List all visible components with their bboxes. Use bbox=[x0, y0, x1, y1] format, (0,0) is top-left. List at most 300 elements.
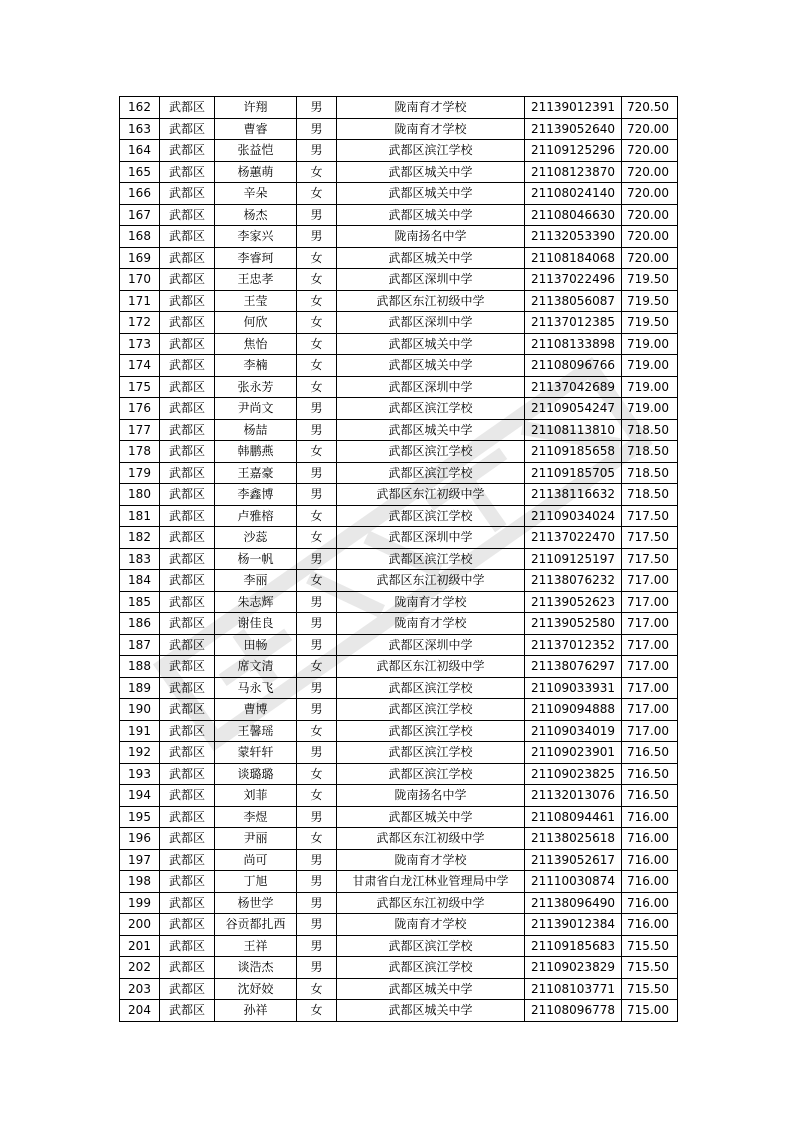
table-body bbox=[120, 97, 678, 1022]
table-row bbox=[120, 763, 678, 785]
rank-cell: 192 bbox=[120, 742, 160, 764]
score-cell: 720.50 bbox=[622, 97, 678, 119]
rank-cell: 198 bbox=[120, 871, 160, 893]
table-row bbox=[120, 591, 678, 613]
score-cell: 715.50 bbox=[622, 935, 678, 957]
name-cell: 杨一帆 bbox=[215, 548, 297, 570]
name-cell: 丁旭 bbox=[215, 871, 297, 893]
rank-cell: 189 bbox=[120, 677, 160, 699]
district-cell: 武都区 bbox=[160, 226, 215, 248]
rank-cell: 180 bbox=[120, 484, 160, 506]
table-row bbox=[120, 355, 678, 377]
gender-cell: 女 bbox=[297, 333, 337, 355]
school-cell: 武都区城关中学 bbox=[337, 806, 525, 828]
school-cell: 陇南育才学校 bbox=[337, 914, 525, 936]
score-cell: 716.00 bbox=[622, 828, 678, 850]
school-cell: 武都区滨江学校 bbox=[337, 548, 525, 570]
exam-id-cell: 21108024140 bbox=[525, 183, 622, 205]
rank-cell: 195 bbox=[120, 806, 160, 828]
name-cell: 谈璐璐 bbox=[215, 763, 297, 785]
exam-id-cell: 21139052617 bbox=[525, 849, 622, 871]
district-cell: 武都区 bbox=[160, 398, 215, 420]
exam-id-cell: 21139012384 bbox=[525, 914, 622, 936]
exam-id-cell: 21139052623 bbox=[525, 591, 622, 613]
gender-cell: 女 bbox=[297, 183, 337, 205]
district-cell: 武都区 bbox=[160, 376, 215, 398]
table-row bbox=[120, 914, 678, 936]
exam-id-cell: 21137012385 bbox=[525, 312, 622, 334]
school-cell: 武都区滨江学校 bbox=[337, 140, 525, 162]
district-cell: 武都区 bbox=[160, 699, 215, 721]
table-row bbox=[120, 183, 678, 205]
gender-cell: 女 bbox=[297, 161, 337, 183]
exam-id-cell: 21139052580 bbox=[525, 613, 622, 635]
table-row bbox=[120, 548, 678, 570]
school-cell: 武都区东江初级中学 bbox=[337, 892, 525, 914]
exam-id-cell: 21109034019 bbox=[525, 720, 622, 742]
rank-cell: 175 bbox=[120, 376, 160, 398]
score-cell: 718.50 bbox=[622, 441, 678, 463]
district-cell: 武都区 bbox=[160, 849, 215, 871]
table-row bbox=[120, 613, 678, 635]
table-row bbox=[120, 398, 678, 420]
score-cell: 720.00 bbox=[622, 183, 678, 205]
rank-cell: 178 bbox=[120, 441, 160, 463]
score-cell: 717.00 bbox=[622, 699, 678, 721]
school-cell: 武都区城关中学 bbox=[337, 247, 525, 269]
score-cell: 717.50 bbox=[622, 548, 678, 570]
rank-cell: 196 bbox=[120, 828, 160, 850]
exam-id-cell: 21138025618 bbox=[525, 828, 622, 850]
table-row bbox=[120, 677, 678, 699]
school-cell: 武都区城关中学 bbox=[337, 1000, 525, 1022]
rank-cell: 199 bbox=[120, 892, 160, 914]
exam-id-cell: 21108133898 bbox=[525, 333, 622, 355]
exam-id-cell: 21138116632 bbox=[525, 484, 622, 506]
district-cell: 武都区 bbox=[160, 957, 215, 979]
score-cell: 720.00 bbox=[622, 226, 678, 248]
rank-cell: 179 bbox=[120, 462, 160, 484]
exam-id-cell: 21109094888 bbox=[525, 699, 622, 721]
school-cell: 武都区城关中学 bbox=[337, 204, 525, 226]
table-row bbox=[120, 527, 678, 549]
exam-id-cell: 21132053390 bbox=[525, 226, 622, 248]
district-cell: 武都区 bbox=[160, 247, 215, 269]
school-cell: 武都区东江初级中学 bbox=[337, 570, 525, 592]
name-cell: 张永芳 bbox=[215, 376, 297, 398]
gender-cell: 男 bbox=[297, 613, 337, 635]
school-cell: 武都区深圳中学 bbox=[337, 312, 525, 334]
school-cell: 陇南育才学校 bbox=[337, 849, 525, 871]
score-cell: 719.00 bbox=[622, 333, 678, 355]
score-cell: 716.50 bbox=[622, 785, 678, 807]
exam-id-cell: 21109054247 bbox=[525, 398, 622, 420]
district-cell: 武都区 bbox=[160, 484, 215, 506]
school-cell: 陇南育才学校 bbox=[337, 118, 525, 140]
gender-cell: 男 bbox=[297, 462, 337, 484]
school-cell: 武都区东江初级中学 bbox=[337, 828, 525, 850]
table-row bbox=[120, 97, 678, 119]
score-cell: 716.50 bbox=[622, 742, 678, 764]
gender-cell: 女 bbox=[297, 720, 337, 742]
school-cell: 武都区深圳中学 bbox=[337, 634, 525, 656]
gender-cell: 女 bbox=[297, 376, 337, 398]
name-cell: 刘菲 bbox=[215, 785, 297, 807]
score-cell: 717.00 bbox=[622, 720, 678, 742]
score-cell: 719.00 bbox=[622, 398, 678, 420]
rank-cell: 197 bbox=[120, 849, 160, 871]
name-cell: 焦怡 bbox=[215, 333, 297, 355]
rank-cell: 203 bbox=[120, 978, 160, 1000]
rank-cell: 173 bbox=[120, 333, 160, 355]
score-cell: 718.50 bbox=[622, 484, 678, 506]
score-cell: 719.50 bbox=[622, 269, 678, 291]
rank-cell: 200 bbox=[120, 914, 160, 936]
district-cell: 武都区 bbox=[160, 785, 215, 807]
exam-id-cell: 21137042689 bbox=[525, 376, 622, 398]
district-cell: 武都区 bbox=[160, 548, 215, 570]
table-row bbox=[120, 634, 678, 656]
table-row bbox=[120, 462, 678, 484]
score-cell: 717.50 bbox=[622, 505, 678, 527]
gender-cell: 男 bbox=[297, 398, 337, 420]
district-cell: 武都区 bbox=[160, 505, 215, 527]
district-cell: 武都区 bbox=[160, 1000, 215, 1022]
school-cell: 武都区滨江学校 bbox=[337, 699, 525, 721]
exam-id-cell: 21109023825 bbox=[525, 763, 622, 785]
name-cell: 曹睿 bbox=[215, 118, 297, 140]
district-cell: 武都区 bbox=[160, 677, 215, 699]
school-cell: 武都区滨江学校 bbox=[337, 398, 525, 420]
name-cell: 杨喆 bbox=[215, 419, 297, 441]
name-cell: 李楠 bbox=[215, 355, 297, 377]
table-row bbox=[120, 419, 678, 441]
exam-id-cell: 21109023829 bbox=[525, 957, 622, 979]
school-cell: 武都区城关中学 bbox=[337, 161, 525, 183]
table-row bbox=[120, 570, 678, 592]
gender-cell: 男 bbox=[297, 957, 337, 979]
district-cell: 武都区 bbox=[160, 118, 215, 140]
gender-cell: 男 bbox=[297, 634, 337, 656]
score-cell: 717.00 bbox=[622, 634, 678, 656]
rank-cell: 172 bbox=[120, 312, 160, 334]
table-row bbox=[120, 204, 678, 226]
district-cell: 武都区 bbox=[160, 828, 215, 850]
gender-cell: 女 bbox=[297, 269, 337, 291]
score-cell: 716.50 bbox=[622, 763, 678, 785]
table-row bbox=[120, 161, 678, 183]
table-row bbox=[120, 828, 678, 850]
table-row bbox=[120, 849, 678, 871]
table-row bbox=[120, 376, 678, 398]
school-cell: 陇南育才学校 bbox=[337, 613, 525, 635]
exam-id-cell: 21109125296 bbox=[525, 140, 622, 162]
district-cell: 武都区 bbox=[160, 441, 215, 463]
rank-cell: 201 bbox=[120, 935, 160, 957]
name-cell: 谢佳良 bbox=[215, 613, 297, 635]
district-cell: 武都区 bbox=[160, 161, 215, 183]
table-row bbox=[120, 333, 678, 355]
district-cell: 武都区 bbox=[160, 591, 215, 613]
exam-id-cell: 21138056087 bbox=[525, 290, 622, 312]
exam-id-cell: 21108103771 bbox=[525, 978, 622, 1000]
score-cell: 715.50 bbox=[622, 978, 678, 1000]
exam-id-cell: 21138096490 bbox=[525, 892, 622, 914]
rank-cell: 185 bbox=[120, 591, 160, 613]
district-cell: 武都区 bbox=[160, 613, 215, 635]
table-row bbox=[120, 978, 678, 1000]
district-cell: 武都区 bbox=[160, 978, 215, 1000]
score-cell: 717.00 bbox=[622, 591, 678, 613]
table-row bbox=[120, 699, 678, 721]
gender-cell: 男 bbox=[297, 140, 337, 162]
name-cell: 王馨瑶 bbox=[215, 720, 297, 742]
exam-id-cell: 21109185683 bbox=[525, 935, 622, 957]
rank-cell: 162 bbox=[120, 97, 160, 119]
district-cell: 武都区 bbox=[160, 419, 215, 441]
name-cell: 卢雅榕 bbox=[215, 505, 297, 527]
school-cell: 武都区东江初级中学 bbox=[337, 290, 525, 312]
exam-id-cell: 21108046630 bbox=[525, 204, 622, 226]
district-cell: 武都区 bbox=[160, 914, 215, 936]
gender-cell: 男 bbox=[297, 204, 337, 226]
name-cell: 尹丽 bbox=[215, 828, 297, 850]
rank-cell: 183 bbox=[120, 548, 160, 570]
school-cell: 武都区深圳中学 bbox=[337, 376, 525, 398]
exam-id-cell: 21109034024 bbox=[525, 505, 622, 527]
name-cell: 朱志辉 bbox=[215, 591, 297, 613]
rank-cell: 188 bbox=[120, 656, 160, 678]
school-cell: 武都区滨江学校 bbox=[337, 935, 525, 957]
school-cell: 武都区滨江学校 bbox=[337, 677, 525, 699]
gender-cell: 男 bbox=[297, 548, 337, 570]
school-cell: 武都区城关中学 bbox=[337, 978, 525, 1000]
table-row bbox=[120, 290, 678, 312]
rank-cell: 194 bbox=[120, 785, 160, 807]
district-cell: 武都区 bbox=[160, 140, 215, 162]
district-cell: 武都区 bbox=[160, 634, 215, 656]
score-cell: 717.00 bbox=[622, 613, 678, 635]
gender-cell: 女 bbox=[297, 355, 337, 377]
score-cell: 716.00 bbox=[622, 849, 678, 871]
gender-cell: 男 bbox=[297, 591, 337, 613]
score-cell: 716.00 bbox=[622, 892, 678, 914]
score-cell: 717.00 bbox=[622, 677, 678, 699]
table-row bbox=[120, 441, 678, 463]
exam-id-cell: 21139052640 bbox=[525, 118, 622, 140]
table-row bbox=[120, 118, 678, 140]
name-cell: 王莹 bbox=[215, 290, 297, 312]
rank-cell: 181 bbox=[120, 505, 160, 527]
rank-cell: 193 bbox=[120, 763, 160, 785]
name-cell: 马永飞 bbox=[215, 677, 297, 699]
gender-cell: 女 bbox=[297, 505, 337, 527]
school-cell: 武都区深圳中学 bbox=[337, 527, 525, 549]
rank-cell: 182 bbox=[120, 527, 160, 549]
rank-cell: 186 bbox=[120, 613, 160, 635]
table-row bbox=[120, 785, 678, 807]
gender-cell: 女 bbox=[297, 247, 337, 269]
name-cell: 谷贡都扎西 bbox=[215, 914, 297, 936]
rank-cell: 169 bbox=[120, 247, 160, 269]
name-cell: 李鑫博 bbox=[215, 484, 297, 506]
district-cell: 武都区 bbox=[160, 892, 215, 914]
district-cell: 武都区 bbox=[160, 806, 215, 828]
district-cell: 武都区 bbox=[160, 742, 215, 764]
name-cell: 李家兴 bbox=[215, 226, 297, 248]
district-cell: 武都区 bbox=[160, 570, 215, 592]
score-cell: 717.00 bbox=[622, 656, 678, 678]
rank-cell: 165 bbox=[120, 161, 160, 183]
name-cell: 王忠孝 bbox=[215, 269, 297, 291]
rank-cell: 190 bbox=[120, 699, 160, 721]
name-cell: 席文清 bbox=[215, 656, 297, 678]
table-row bbox=[120, 742, 678, 764]
exam-id-cell: 21109125197 bbox=[525, 548, 622, 570]
name-cell: 尚可 bbox=[215, 849, 297, 871]
school-cell: 武都区城关中学 bbox=[337, 183, 525, 205]
gender-cell: 男 bbox=[297, 699, 337, 721]
rank-cell: 176 bbox=[120, 398, 160, 420]
name-cell: 李丽 bbox=[215, 570, 297, 592]
district-cell: 武都区 bbox=[160, 333, 215, 355]
gender-cell: 女 bbox=[297, 656, 337, 678]
gender-cell: 男 bbox=[297, 914, 337, 936]
score-cell: 715.50 bbox=[622, 957, 678, 979]
exam-id-cell: 21132013076 bbox=[525, 785, 622, 807]
exam-id-cell: 21139012391 bbox=[525, 97, 622, 119]
school-cell: 武都区城关中学 bbox=[337, 333, 525, 355]
name-cell: 尹尚文 bbox=[215, 398, 297, 420]
name-cell: 曹博 bbox=[215, 699, 297, 721]
exam-id-cell: 21137022496 bbox=[525, 269, 622, 291]
name-cell: 李睿珂 bbox=[215, 247, 297, 269]
score-cell: 719.50 bbox=[622, 290, 678, 312]
score-cell: 717.50 bbox=[622, 527, 678, 549]
exam-id-cell: 21138076232 bbox=[525, 570, 622, 592]
school-cell: 武都区城关中学 bbox=[337, 355, 525, 377]
school-cell: 陇南扬名中学 bbox=[337, 226, 525, 248]
rank-cell: 167 bbox=[120, 204, 160, 226]
gender-cell: 女 bbox=[297, 570, 337, 592]
name-cell: 杨杰 bbox=[215, 204, 297, 226]
table-row bbox=[120, 935, 678, 957]
rank-cell: 168 bbox=[120, 226, 160, 248]
name-cell: 何欣 bbox=[215, 312, 297, 334]
district-cell: 武都区 bbox=[160, 183, 215, 205]
school-cell: 武都区滨江学校 bbox=[337, 742, 525, 764]
exam-id-cell: 21108184068 bbox=[525, 247, 622, 269]
name-cell: 沈妤姣 bbox=[215, 978, 297, 1000]
score-cell: 716.00 bbox=[622, 806, 678, 828]
school-cell: 武都区东江初级中学 bbox=[337, 484, 525, 506]
score-table bbox=[119, 96, 678, 1022]
table-row bbox=[120, 140, 678, 162]
school-cell: 甘肃省白龙江林业管理局中学 bbox=[337, 871, 525, 893]
rank-cell: 202 bbox=[120, 957, 160, 979]
rank-cell: 187 bbox=[120, 634, 160, 656]
exam-id-cell: 21109033931 bbox=[525, 677, 622, 699]
district-cell: 武都区 bbox=[160, 871, 215, 893]
gender-cell: 男 bbox=[297, 118, 337, 140]
name-cell: 辛朵 bbox=[215, 183, 297, 205]
score-cell: 720.00 bbox=[622, 118, 678, 140]
school-cell: 武都区滨江学校 bbox=[337, 763, 525, 785]
exam-id-cell: 21108096778 bbox=[525, 1000, 622, 1022]
table-row bbox=[120, 720, 678, 742]
gender-cell: 女 bbox=[297, 1000, 337, 1022]
gender-cell: 女 bbox=[297, 785, 337, 807]
rank-cell: 191 bbox=[120, 720, 160, 742]
table-row bbox=[120, 892, 678, 914]
gender-cell: 女 bbox=[297, 527, 337, 549]
gender-cell: 男 bbox=[297, 806, 337, 828]
name-cell: 杨蕙萌 bbox=[215, 161, 297, 183]
school-cell: 武都区滨江学校 bbox=[337, 505, 525, 527]
exam-id-cell: 21109185658 bbox=[525, 441, 622, 463]
score-cell: 719.00 bbox=[622, 376, 678, 398]
name-cell: 李煜 bbox=[215, 806, 297, 828]
exam-id-cell: 21108113810 bbox=[525, 419, 622, 441]
gender-cell: 男 bbox=[297, 484, 337, 506]
score-cell: 720.00 bbox=[622, 161, 678, 183]
name-cell: 孙祥 bbox=[215, 1000, 297, 1022]
name-cell: 杨世学 bbox=[215, 892, 297, 914]
district-cell: 武都区 bbox=[160, 656, 215, 678]
score-cell: 716.00 bbox=[622, 871, 678, 893]
table-row bbox=[120, 226, 678, 248]
district-cell: 武都区 bbox=[160, 97, 215, 119]
exam-id-cell: 21108123870 bbox=[525, 161, 622, 183]
gender-cell: 女 bbox=[297, 828, 337, 850]
exam-id-cell: 21137012352 bbox=[525, 634, 622, 656]
district-cell: 武都区 bbox=[160, 290, 215, 312]
district-cell: 武都区 bbox=[160, 935, 215, 957]
exam-id-cell: 21108096766 bbox=[525, 355, 622, 377]
district-cell: 武都区 bbox=[160, 720, 215, 742]
gender-cell: 男 bbox=[297, 419, 337, 441]
name-cell: 王嘉豪 bbox=[215, 462, 297, 484]
table-row bbox=[120, 484, 678, 506]
exam-id-cell: 21110030874 bbox=[525, 871, 622, 893]
school-cell: 武都区深圳中学 bbox=[337, 269, 525, 291]
gender-cell: 男 bbox=[297, 677, 337, 699]
name-cell: 谈浩杰 bbox=[215, 957, 297, 979]
school-cell: 武都区城关中学 bbox=[337, 419, 525, 441]
table-row bbox=[120, 871, 678, 893]
name-cell: 韩鹏燕 bbox=[215, 441, 297, 463]
district-cell: 武都区 bbox=[160, 462, 215, 484]
table-row bbox=[120, 806, 678, 828]
school-cell: 陇南育才学校 bbox=[337, 591, 525, 613]
gender-cell: 男 bbox=[297, 849, 337, 871]
gender-cell: 男 bbox=[297, 97, 337, 119]
table-row bbox=[120, 1000, 678, 1022]
district-cell: 武都区 bbox=[160, 204, 215, 226]
gender-cell: 男 bbox=[297, 871, 337, 893]
score-cell: 718.50 bbox=[622, 419, 678, 441]
table-row bbox=[120, 269, 678, 291]
score-cell: 720.00 bbox=[622, 247, 678, 269]
score-cell: 720.00 bbox=[622, 204, 678, 226]
score-cell: 716.00 bbox=[622, 914, 678, 936]
table-row bbox=[120, 656, 678, 678]
gender-cell: 女 bbox=[297, 978, 337, 1000]
table-row bbox=[120, 505, 678, 527]
school-cell: 武都区滨江学校 bbox=[337, 441, 525, 463]
rank-cell: 163 bbox=[120, 118, 160, 140]
gender-cell: 男 bbox=[297, 935, 337, 957]
